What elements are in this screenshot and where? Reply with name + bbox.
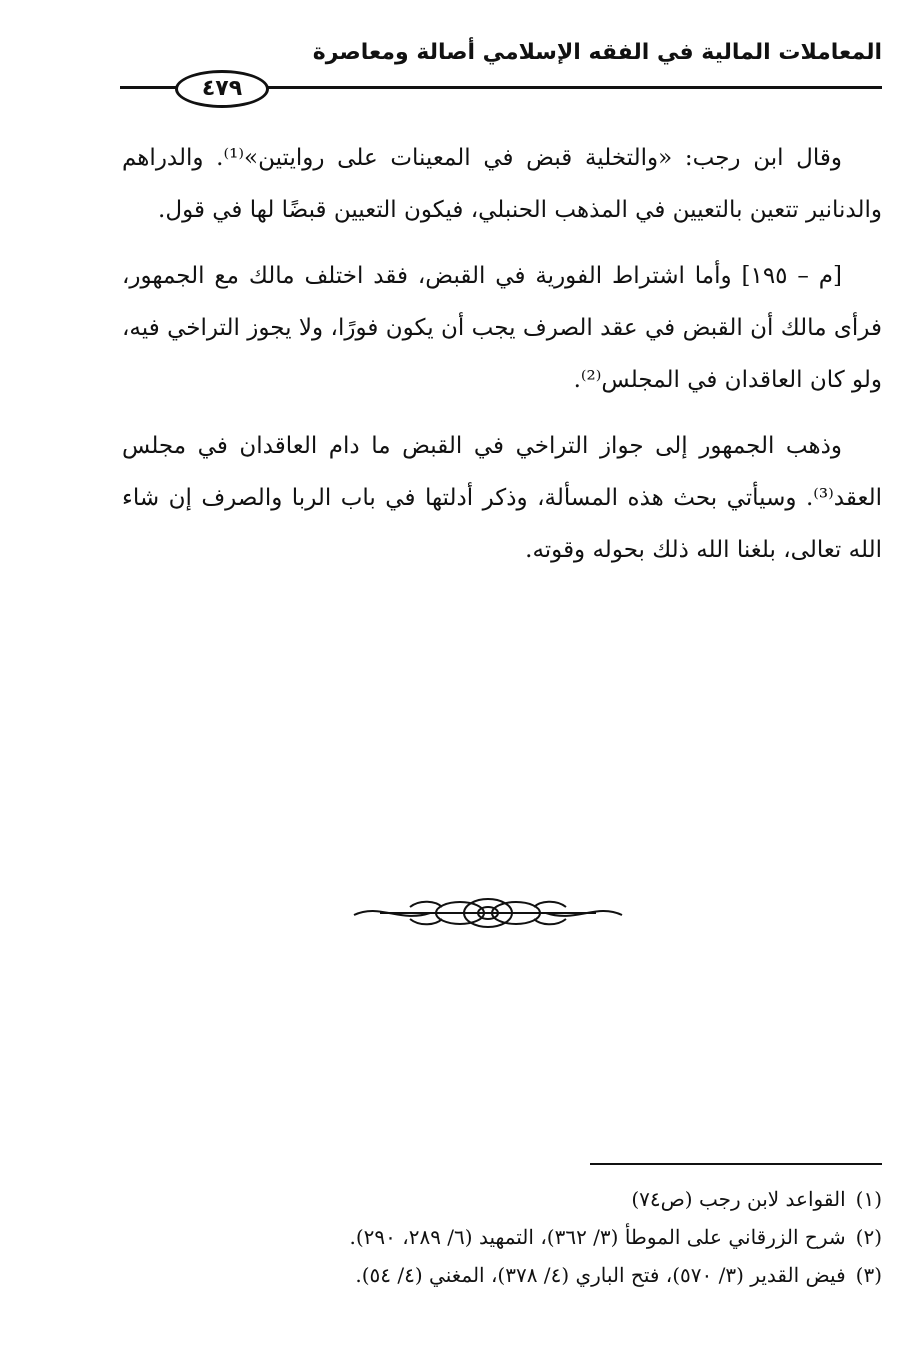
running-header-title: المعاملات المالية في الفقه الإسلامي أصالة ومعاصرة bbox=[312, 40, 882, 65]
footnote-text: القواعد لابن رجب (ص٧٤) bbox=[631, 1187, 846, 1211]
footnotes bbox=[120, 1180, 882, 1294]
paragraph: [م – ١٩٥] وأما اشتراط الفورية في القبض، فقد اختلف مالك مع الجمهور، فرأى مالك أن القبض في عقد الصرف يجب أن يكون فورًا، ولا يجوز التراخي فيه، ولو كان العاقدان في المجلس⁽²⁾. bbox=[122, 263, 882, 393]
body-text bbox=[122, 132, 882, 590]
footnote-rule bbox=[590, 1163, 882, 1165]
footnote-number: (٢) bbox=[855, 1225, 882, 1249]
paragraph: وذهب الجمهور إلى جواز التراخي في القبض ما دام العاقدان في مجلس العقد⁽³⁾. وسيأتي بحث هذه المسألة، وذكر أدلتها في باب الربا والصرف إن شاء الله تعالى، بلغنا الله ذلك بحوله وقوته. bbox=[122, 433, 882, 563]
footnote-text: فيض القدير (٣/ ٥٧٠)، فتح الباري (٤/ ٣٧٨)، المغني (٤/ ٥٤). bbox=[355, 1263, 846, 1287]
footnote-number: (١) bbox=[855, 1187, 882, 1211]
footnote bbox=[120, 1218, 882, 1256]
decorative-ornament-icon bbox=[350, 893, 626, 933]
paragraph: وقال ابن رجب: «والتخلية قبض في المعينات على روايتين»⁽¹⁾. والدراهم والدنانير تتعين بالتعيين في المذهب الحنبلي، فيكون التعيين قبضًا لها في قول. bbox=[122, 145, 882, 223]
footnote bbox=[120, 1256, 882, 1294]
footnote-number: (٣) bbox=[855, 1263, 882, 1287]
page-number: ٤٧٩ bbox=[175, 70, 269, 108]
footnote bbox=[120, 1180, 882, 1218]
footnote-text: شرح الزرقاني على الموطأ (٣/ ٣٦٢)، التمهيد (٦/ ٢٨٩، ٢٩٠). bbox=[349, 1225, 846, 1249]
